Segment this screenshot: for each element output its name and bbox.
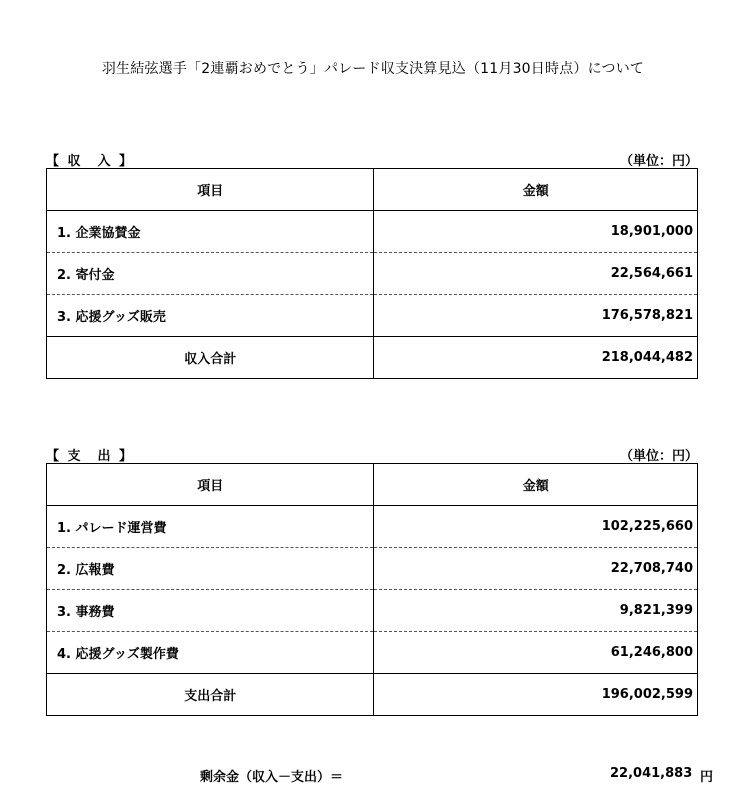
table-row	[47, 295, 698, 337]
income-amount-cell: 18,901,000	[374, 211, 698, 253]
table-row	[47, 590, 698, 632]
table-row	[47, 253, 698, 295]
surplus-currency: 円	[700, 770, 714, 785]
page-title: 羽生結弦選手「2連覇おめでとう」パレード収支決算見込（11月30日時点）について	[101, 61, 645, 77]
table-row	[47, 632, 698, 674]
income-total-row	[47, 337, 698, 379]
income-amount-cell: 22,564,661	[374, 253, 698, 295]
surplus-amount: 22,041,883	[610, 766, 693, 781]
income-total-label: 収入合計	[47, 337, 374, 379]
income-header-item: 項目	[47, 169, 374, 211]
expense-section-label: 【 支 出 】	[46, 449, 135, 464]
expense-unit-label: （単位：円）	[619, 449, 698, 464]
expense-total-label: 支出合計	[47, 674, 374, 716]
expense-item-cell: 1. パレード運営費	[47, 506, 374, 548]
surplus-label: 剰余金（収入－支出）＝	[200, 770, 344, 785]
table-row	[47, 548, 698, 590]
expense-amount-cell: 61,246,800	[374, 632, 698, 674]
expense-table	[46, 463, 698, 716]
expense-amount-cell: 9,821,399	[374, 590, 698, 632]
expense-item-cell: 2. 広報費	[47, 548, 374, 590]
income-section-label: 【 収 入 】	[46, 154, 135, 169]
expense-header-amount: 金額	[374, 464, 698, 506]
expense-amount-cell: 102,225,660	[374, 506, 698, 548]
income-item-cell: 2. 寄付金	[47, 253, 374, 295]
income-total-amount: 218,044,482	[374, 337, 698, 379]
income-item-cell: 1. 企業協賛金	[47, 211, 374, 253]
expense-total-amount: 196,002,599	[374, 674, 698, 716]
expense-header-item: 項目	[47, 464, 374, 506]
income-header-amount: 金額	[374, 169, 698, 211]
expense-item-cell: 4. 応援グッズ製作費	[47, 632, 374, 674]
income-header-row	[47, 169, 698, 211]
income-table	[46, 168, 698, 379]
expense-total-row	[47, 674, 698, 716]
expense-item-cell: 3. 事務費	[47, 590, 374, 632]
expense-amount-cell: 22,708,740	[374, 548, 698, 590]
expense-header-row	[47, 464, 698, 506]
income-item-cell: 3. 応援グッズ販売	[47, 295, 374, 337]
table-row	[47, 211, 698, 253]
table-row	[47, 506, 698, 548]
income-amount-cell: 176,578,821	[374, 295, 698, 337]
income-unit-label: （単位：円）	[619, 154, 698, 169]
